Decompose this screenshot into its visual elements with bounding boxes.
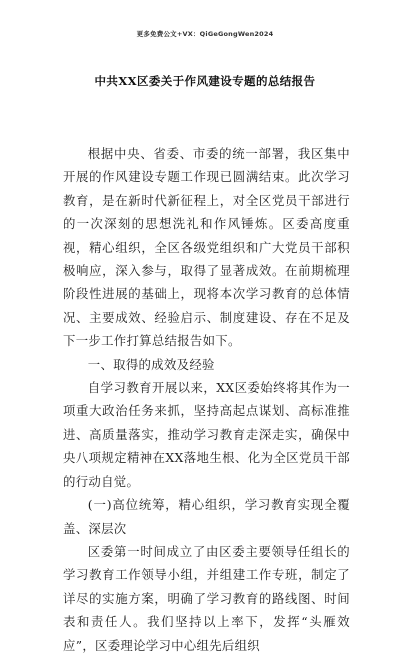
intro-paragraph: 根据中央、省委、市委的统一部署，我区集中开展的作风建设专题工作现已圆满结束。此次学习教育，是在新时代新征程上，对全区党员干部进行的一次深刻的思想洗礼和作风锤炼。区委高度重视，精心组织，全区各级党组织和广大党员干部积极响应，深入参与，取得了显著成效。在前期梳理阶段性进展的基础上，现将本次学习教育的总体情况、主要成效、经验启示、制度建设、存在不足及下一步工作打算总结报告如下。 [63, 146, 350, 349]
document-title: 中共XX区委关于作风建设专题的总结报告 [94, 74, 316, 88]
header-note: 更多免费公文+VX：QiGeGongWen2024 [136, 30, 274, 38]
section-heading: 一、取得的成效及经验 [87, 356, 215, 372]
body-paragraph: 自学习教育开展以来，XX区委始终将其作为一项重大政治任务来抓，坚持高起点谋划、高标准推进、高质量落实，推动学习教育走深走实，确保中央八项规定精神在XX落地生根、化为全区党员干部的行动自觉。 [63, 380, 350, 489]
body-paragraph: 区委第一时间成立了由区委主要领导任组长的学习教育工作领导小组，并组建工作专班，制定了详尽的实施方案，明确了学习教育的路线图、时间表和责任人。我们坚持以上率下，发挥“头雁效应”，区委理论学习中心组先后组织 [63, 543, 350, 653]
subsection-heading: (一)高位统筹，精心组织，学习教育实现全覆盖、深层次 [63, 497, 350, 536]
